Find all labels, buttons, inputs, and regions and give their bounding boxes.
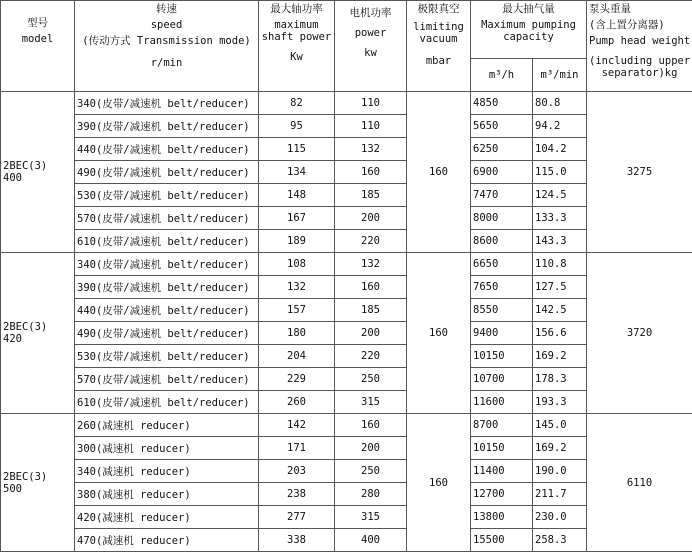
motor-power-cell: 160 (335, 161, 407, 184)
vacuum-cell: 160 (407, 253, 471, 414)
speed-cell: 390(皮带/减速机 belt/reducer) (75, 115, 259, 138)
header-row-1 (1, 1, 692, 59)
motor-power-cell: 250 (335, 460, 407, 483)
motor-power-cell: 280 (335, 483, 407, 506)
capacity-m3min-cell: 142.5 (533, 299, 587, 322)
header-speed-cn: 转速 (156, 3, 177, 15)
shaft-power-cell: 148 (259, 184, 335, 207)
capacity-m3h-cell: 6250 (471, 138, 533, 161)
capacity-m3min-cell: 143.3 (533, 230, 587, 253)
capacity-m3min-cell: 258.3 (533, 529, 587, 552)
speed-cell: 340(皮带/减速机 belt/reducer) (75, 92, 259, 115)
capacity-m3h-cell: 7470 (471, 184, 533, 207)
shaft-power-cell: 338 (259, 529, 335, 552)
capacity-m3min-cell: 190.0 (533, 460, 587, 483)
header-speed-mode: (传动方式 Transmission mode) (82, 35, 251, 47)
header-unit-m3h: m³/h (471, 58, 533, 91)
header-vacuum-en1: limiting (413, 21, 464, 33)
shaft-power-cell: 171 (259, 437, 335, 460)
motor-power-cell: 220 (335, 345, 407, 368)
shaft-power-cell: 189 (259, 230, 335, 253)
speed-cell: 490(皮带/减速机 belt/reducer) (75, 322, 259, 345)
motor-power-cell: 110 (335, 115, 407, 138)
motor-power-cell: 200 (335, 207, 407, 230)
shaft-power-cell: 277 (259, 506, 335, 529)
header-model-en: model (21, 33, 54, 45)
capacity-m3min-cell: 193.3 (533, 391, 587, 414)
capacity-m3min-cell: 133.3 (533, 207, 587, 230)
header-weight-en3: separator)kg (601, 67, 678, 79)
speed-cell: 390(皮带/减速机 belt/reducer) (75, 276, 259, 299)
shaft-power-cell: 167 (259, 207, 335, 230)
speed-cell: 260(减速机 reducer) (75, 414, 259, 437)
motor-power-cell: 160 (335, 276, 407, 299)
motor-power-cell: 200 (335, 437, 407, 460)
motor-power-cell: 200 (335, 322, 407, 345)
table-header (1, 1, 692, 92)
motor-power-cell: 185 (335, 184, 407, 207)
weight-cell: 3720 (587, 253, 692, 414)
motor-power-cell: 160 (335, 414, 407, 437)
header-shaft-power (259, 1, 335, 92)
header-weight (587, 1, 692, 92)
header-motor-power-en: power (354, 27, 387, 39)
header-vacuum-en2: vacuum (419, 33, 458, 45)
motor-power-cell: 185 (335, 299, 407, 322)
speed-cell: 570(皮带/减速机 belt/reducer) (75, 207, 259, 230)
header-shaft-power-cn: 最大轴功率 (270, 3, 323, 15)
speed-cell: 380(减速机 reducer) (75, 483, 259, 506)
weight-cell: 3275 (587, 92, 692, 253)
capacity-m3min-cell: 145.0 (533, 414, 587, 437)
capacity-m3min-cell: 169.2 (533, 345, 587, 368)
table-row (1, 92, 692, 115)
header-vacuum-cn: 极限真空 (417, 3, 460, 15)
capacity-m3h-cell: 4850 (471, 92, 533, 115)
speed-cell: 300(减速机 reducer) (75, 437, 259, 460)
capacity-m3min-cell: 156.6 (533, 322, 587, 345)
capacity-m3min-cell: 169.2 (533, 437, 587, 460)
table-row (1, 253, 692, 276)
capacity-m3h-cell: 13800 (471, 506, 533, 529)
motor-power-cell: 132 (335, 138, 407, 161)
shaft-power-cell: 203 (259, 460, 335, 483)
shaft-power-cell: 260 (259, 391, 335, 414)
capacity-m3h-cell: 15500 (471, 529, 533, 552)
capacity-m3min-cell: 230.0 (533, 506, 587, 529)
shaft-power-cell: 82 (259, 92, 335, 115)
header-pumping-cn: 最大抽气量 (502, 3, 555, 15)
capacity-m3min-cell: 104.2 (533, 138, 587, 161)
header-motor-power (335, 1, 407, 92)
capacity-m3h-cell: 10150 (471, 437, 533, 460)
speed-cell: 470(减速机 reducer) (75, 529, 259, 552)
header-weight-cn2: (含上置分离器) (589, 19, 665, 31)
capacity-m3h-cell: 12700 (471, 483, 533, 506)
header-model-cn: 型号 (27, 17, 48, 29)
header-speed-en: speed (150, 19, 183, 31)
header-shaft-power-en1: maximum (274, 19, 319, 31)
shaft-power-cell: 95 (259, 115, 335, 138)
shaft-power-cell: 204 (259, 345, 335, 368)
table-row (1, 414, 692, 437)
capacity-m3h-cell: 8550 (471, 299, 533, 322)
capacity-m3h-cell: 7650 (471, 276, 533, 299)
capacity-m3h-cell: 11400 (471, 460, 533, 483)
capacity-m3min-cell: 110.8 (533, 253, 587, 276)
capacity-m3h-cell: 8000 (471, 207, 533, 230)
header-vacuum (407, 1, 471, 92)
table-body (1, 92, 692, 552)
capacity-m3min-cell: 211.7 (533, 483, 587, 506)
header-unit-m3min: m³/min (533, 58, 587, 91)
motor-power-cell: 315 (335, 391, 407, 414)
capacity-m3h-cell: 6900 (471, 161, 533, 184)
speed-cell: 530(皮带/减速机 belt/reducer) (75, 345, 259, 368)
vacuum-cell: 160 (407, 92, 471, 253)
capacity-m3h-cell: 11600 (471, 391, 533, 414)
speed-cell: 420(减速机 reducer) (75, 506, 259, 529)
header-motor-power-cn: 电机功率 (349, 7, 392, 19)
capacity-m3h-cell: 9400 (471, 322, 533, 345)
motor-power-cell: 315 (335, 506, 407, 529)
header-motor-power-unit: kw (364, 47, 377, 59)
speed-cell: 610(皮带/减速机 belt/reducer) (75, 391, 259, 414)
header-pumping-en2: capacity (503, 31, 554, 43)
vacuum-cell: 160 (407, 414, 471, 552)
capacity-m3min-cell: 94.2 (533, 115, 587, 138)
capacity-m3h-cell: 10700 (471, 368, 533, 391)
shaft-power-cell: 142 (259, 414, 335, 437)
shaft-power-cell: 180 (259, 322, 335, 345)
shaft-power-cell: 238 (259, 483, 335, 506)
capacity-m3min-cell: 178.3 (533, 368, 587, 391)
capacity-m3h-cell: 5650 (471, 115, 533, 138)
capacity-m3min-cell: 115.0 (533, 161, 587, 184)
speed-cell: 340(皮带/减速机 belt/reducer) (75, 253, 259, 276)
header-model (1, 1, 75, 92)
header-shaft-power-unit: Kw (290, 51, 303, 63)
model-cell: 2BEC(3) 420 (1, 253, 75, 414)
capacity-m3h-cell: 10150 (471, 345, 533, 368)
speed-cell: 440(皮带/减速机 belt/reducer) (75, 299, 259, 322)
capacity-m3min-cell: 80.8 (533, 92, 587, 115)
shaft-power-cell: 132 (259, 276, 335, 299)
header-pumping-en1: Maximum pumping (481, 19, 576, 31)
header-vacuum-unit: mbar (425, 55, 452, 67)
motor-power-cell: 220 (335, 230, 407, 253)
model-cell: 2BEC(3) 400 (1, 92, 75, 253)
capacity-m3min-cell: 124.5 (533, 184, 587, 207)
header-weight-cn1: 泵头重量 (589, 3, 632, 15)
model-cell: 2BEC(3) 500 (1, 414, 75, 552)
capacity-m3h-cell: 8600 (471, 230, 533, 253)
motor-power-cell: 400 (335, 529, 407, 552)
motor-power-cell: 250 (335, 368, 407, 391)
speed-cell: 340(减速机 reducer) (75, 460, 259, 483)
capacity-m3min-cell: 127.5 (533, 276, 587, 299)
header-speed (75, 1, 259, 92)
shaft-power-cell: 115 (259, 138, 335, 161)
speed-cell: 530(皮带/减速机 belt/reducer) (75, 184, 259, 207)
shaft-power-cell: 157 (259, 299, 335, 322)
shaft-power-cell: 229 (259, 368, 335, 391)
capacity-m3h-cell: 6650 (471, 253, 533, 276)
speed-cell: 490(皮带/减速机 belt/reducer) (75, 161, 259, 184)
motor-power-cell: 132 (335, 253, 407, 276)
shaft-power-cell: 108 (259, 253, 335, 276)
capacity-m3h-cell: 8700 (471, 414, 533, 437)
shaft-power-cell: 134 (259, 161, 335, 184)
header-shaft-power-en2: shaft power (261, 31, 332, 43)
speed-cell: 610(皮带/减速机 belt/reducer) (75, 230, 259, 253)
weight-cell: 6110 (587, 414, 692, 552)
speed-cell: 570(皮带/减速机 belt/reducer) (75, 368, 259, 391)
header-weight-en1: Pump head weight (589, 35, 691, 47)
header-weight-en2: (including upper (589, 55, 691, 67)
motor-power-cell: 110 (335, 92, 407, 115)
speed-cell: 440(皮带/减速机 belt/reducer) (75, 138, 259, 161)
header-pumping (471, 1, 587, 59)
header-speed-unit: r/min (150, 57, 183, 69)
